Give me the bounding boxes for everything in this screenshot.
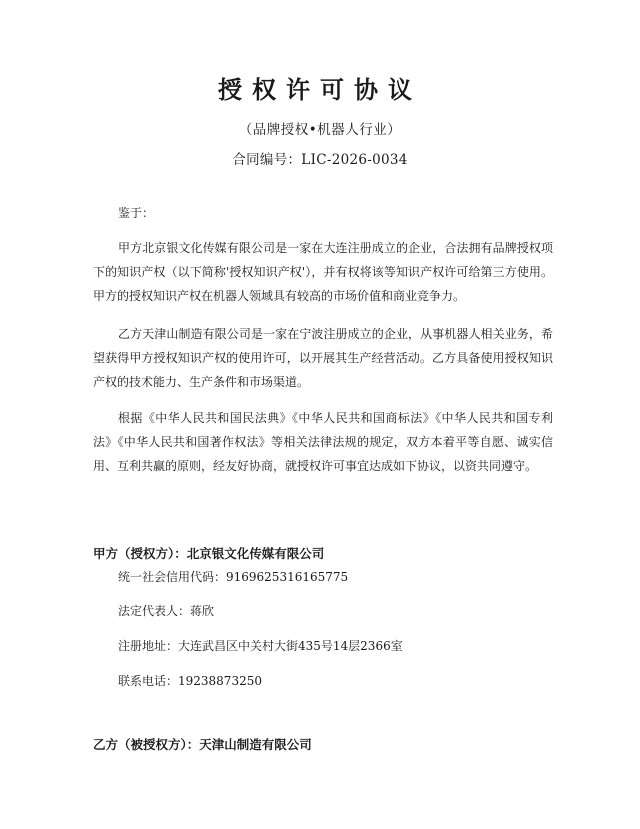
preamble-paragraph-1: 甲方北京银文化传媒有限公司是一家在大连注册成立的企业，合法拥有品牌授权项下的知识产权（以下简称'授权知识产权'），并有权将该等知识产权许可给第三方使用。甲方的授权知识产权在机器人领域具有较高的市场价值和商业竞争力。 — [93, 241, 553, 303]
party-a-credit-code: 统一社会信用代码：9169625316165775 — [118, 570, 349, 584]
contract-number: 合同编号：LIC-2026-0034 — [232, 152, 408, 168]
party-a-address: 注册地址：大连武昌区中关村大街435号14层2366室 — [118, 639, 403, 653]
document-title: 授权许可协议 — [218, 76, 422, 104]
party-b-heading: 乙方（被授权方）：天津山制造有限公司 — [93, 737, 312, 752]
party-a-legal-representative: 法定代表人：蒋欣 — [118, 604, 215, 618]
party-a-phone: 联系电话：19238873250 — [118, 674, 262, 688]
document-subtitle: （品牌授权•机器人行业） — [238, 122, 402, 138]
party-a-heading: 甲方（授权方）：北京银文化传媒有限公司 — [93, 546, 325, 561]
preamble-heading: 鉴于： — [118, 206, 155, 220]
preamble-paragraph-3: 根据《中华人民共和国民法典》《中华人民共和国商标法》《中华人民共和国专利法》《中华人民共和国著作权法》等相关法律法规的规定，双方本着平等自愿、诚实信用、互利共赢的原则，经友好协商，就授权许可事宜达成如下协议，以资共同遵守。 — [93, 411, 553, 473]
preamble-paragraph-2: 乙方天津山制造有限公司是一家在宁波注册成立的企业，从事机器人相关业务，希望获得甲方授权知识产权的使用许可，以开展其生产经营活动。乙方具备使用授权知识产权的技术能力、生产条件和市场渠道。 — [93, 327, 553, 389]
